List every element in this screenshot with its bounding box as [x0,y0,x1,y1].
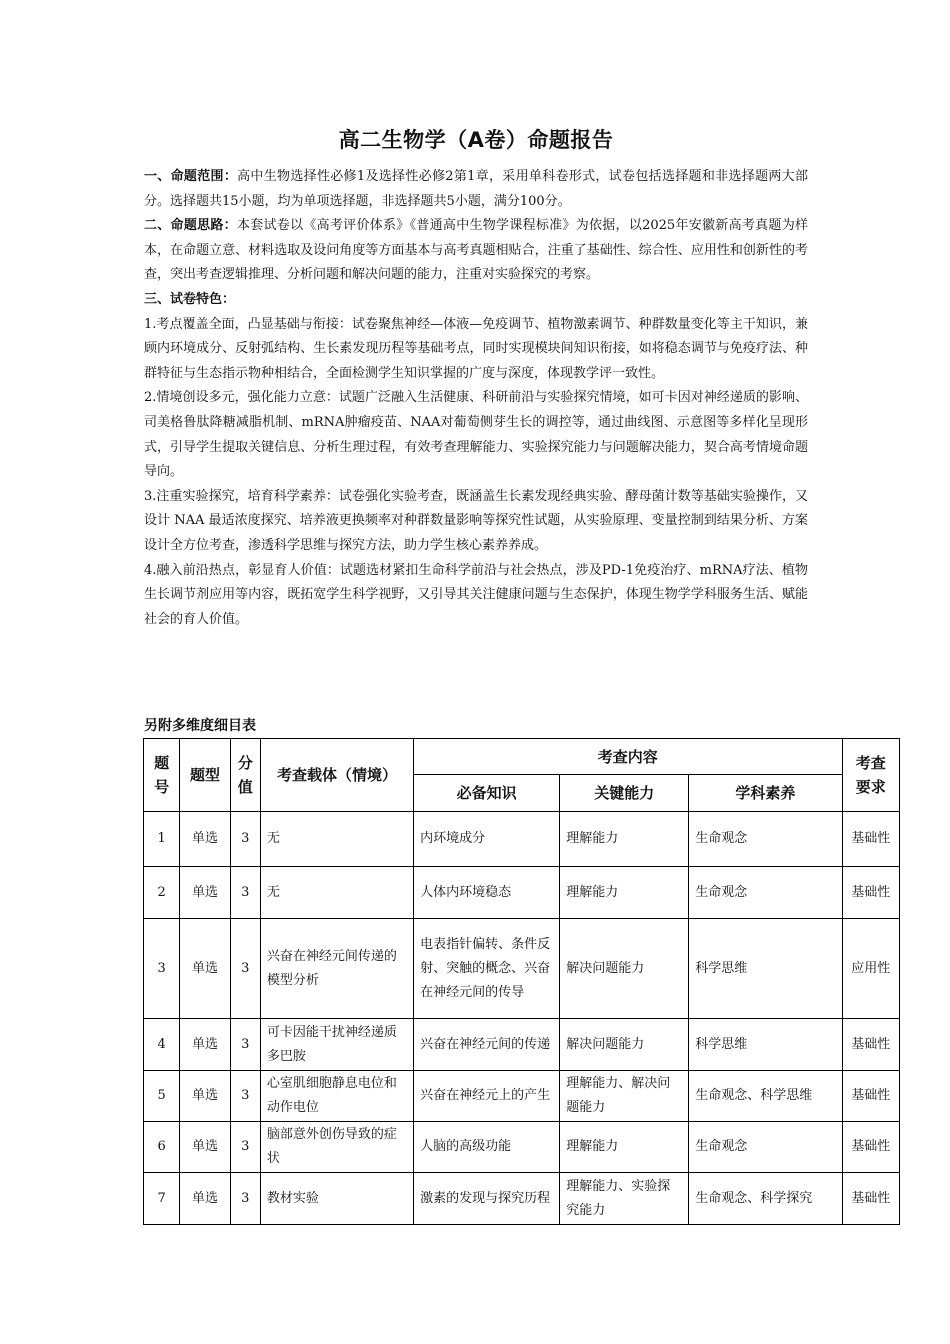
cell-literacy: 科学思维 [689,919,842,1019]
cell-num: 2 [144,867,180,919]
header-num: 题号 [144,739,180,812]
cell-context: 无 [260,867,413,919]
feature-3: 3.注重实验探究，培育科学素养：试卷强化实验考查，既涵盖生长素发现经典实验、酵母菌计数等基础实验操作，又设计 NAA 最适浓度探究、培养液更换频率对种群数量影响等探究性试题，从实验原理、变量控制到结果分析、方案设计全方位考查，渗透科学思维与探究方法，助力学生核心素养养成。 [144,488,808,553]
scope-text: 高中生物选择性必修1及选择性必修2第1章，采用单科卷形式，试卷包括选择题和非选择题两大部分。选择题共15小题，均为单项选择题，非选择题共5小题，满分100分。 [144,169,808,209]
cell-score: 3 [230,1071,260,1122]
scope-paragraph [144,165,808,214]
cell-requirement: 基础性 [842,1173,900,1225]
cell-ability: 理解能力 [560,812,689,867]
cell-requirement: 基础性 [842,1122,900,1173]
cell-ability: 理解能力 [560,1122,689,1173]
cell-requirement: 基础性 [842,812,900,867]
cell-type: 单选 [180,1071,230,1122]
cell-type: 单选 [180,1173,230,1225]
table-row [144,812,900,867]
cell-literacy: 生命观念、科学思维 [689,1071,842,1122]
cell-num: 6 [144,1122,180,1173]
cell-score: 3 [230,1122,260,1173]
cell-ability: 解决问题能力 [560,919,689,1019]
cell-knowledge: 人脑的高级功能 [414,1122,560,1173]
feature-1: 1.考点覆盖全面，凸显基础与衔接：试卷聚焦神经—体液—免疫调节、植物激素调节、种群数量变化等主干知识，兼顾内环境成分、反射弧结构、生长素发现历程等基础考点，同时实现模块间知识衔接，如将稳态调节与免疫疗法、种群特征与生态指示物种相结合，全面检测学生知识掌握的广度与深度，体现教学评一致性。 [144,316,808,381]
cell-score: 3 [230,867,260,919]
header-requirement: 考查要求 [842,739,900,812]
cell-requirement: 应用性 [842,919,900,1019]
header-score: 分值 [230,739,260,812]
cell-knowledge: 内环境成分 [414,812,560,867]
cell-ability: 理解能力 [560,867,689,919]
cell-num: 5 [144,1071,180,1122]
cell-knowledge: 兴奋在神经元上的产生 [414,1071,560,1122]
cell-literacy: 生命观念 [689,867,842,919]
cell-knowledge: 兴奋在神经元间的传递 [414,1019,560,1071]
header-context: 考查载体（情境） [260,739,413,812]
cell-knowledge: 电表指针偏转、条件反射、突触的概念、兴奋在神经元间的传导 [414,919,560,1019]
header-content: 考查内容 [414,739,842,775]
header-knowledge: 必备知识 [414,775,560,812]
cell-requirement: 基础性 [842,867,900,919]
cell-requirement: 基础性 [842,1071,900,1122]
cell-ability: 解决问题能力 [560,1019,689,1071]
table-row [144,1173,900,1225]
cell-num: 4 [144,1019,180,1071]
table-row [144,1019,900,1071]
header-literacy: 学科素养 [689,775,842,812]
specification-table [143,738,900,1225]
table-row [144,919,900,1019]
scope-label: 一、命题范围： [144,169,238,184]
feature-2: 2.情境创设多元，强化能力立意：试题广泛融入生活健康、科研前沿与实验探究情境，如可卡因对神经递质的影响、司美格鲁肽降糖减脂机制、mRNA肿瘤疫苗、NAA对葡萄侧芽生长的调控等，通过曲线图、示意图等多样化呈现形式，引导学生提取关键信息、分析生理过程，有效考查理解能力、实验探究能力与问题解决能力，契合高考情境命题导向。 [144,390,808,480]
cell-requirement: 基础性 [842,1019,900,1071]
cell-literacy: 科学思维 [689,1019,842,1071]
idea-label: 二、命题思路： [144,218,237,234]
cell-num: 3 [144,919,180,1019]
cell-ability: 理解能力、解决问题能力 [560,1071,689,1122]
table-row [144,867,900,919]
cell-context: 可卡因能干扰神经递质多巴胺 [260,1019,413,1071]
table-caption: 另附多维度细目表 [144,718,256,734]
header-ability: 关键能力 [560,775,689,812]
cell-context: 无 [260,812,413,867]
cell-knowledge: 激素的发现与探究历程 [414,1173,560,1225]
cell-ability: 理解能力、实验探究能力 [560,1173,689,1225]
cell-literacy: 生命观念 [689,1122,842,1173]
header-type: 题型 [180,739,230,812]
cell-type: 单选 [180,1019,230,1071]
cell-score: 3 [230,812,260,867]
features-heading [144,288,808,313]
cell-type: 单选 [180,867,230,919]
cell-score: 3 [230,1173,260,1225]
idea-paragraph [144,214,808,288]
table-row [144,1071,900,1122]
cell-num: 1 [144,812,180,867]
cell-score: 3 [230,1019,260,1071]
page-title: 高二生物学（A卷）命题报告 [338,128,614,152]
cell-knowledge: 人体内环境稳态 [414,867,560,919]
idea-text: 本套试卷以《高考评价体系》《普通高中生物学课程标准》为依据，以2025年安徽新高考真题为样本，在命题立意、材料选取及设问角度等方面基本与高考真题相贴合，注重了基础性、综合性、应用性和创新性的考查，突出考查逻辑推理、分析问题和解决问题的能力，注重对实验探究的考察。 [144,218,808,283]
features-label: 三、试卷特色： [144,291,236,307]
cell-context: 兴奋在神经元间传递的模型分析 [260,919,413,1019]
cell-type: 单选 [180,812,230,867]
cell-context: 脑部意外创伤导致的症状 [260,1122,413,1173]
report-body [144,165,808,632]
cell-score: 3 [230,919,260,1019]
cell-type: 单选 [180,919,230,1019]
cell-context: 教材实验 [260,1173,413,1225]
cell-context: 心室肌细胞静息电位和动作电位 [260,1071,413,1122]
cell-literacy: 生命观念、科学探究 [689,1173,842,1225]
cell-type: 单选 [180,1122,230,1173]
table-row [144,1122,900,1173]
cell-num: 7 [144,1173,180,1225]
feature-4: 4.融入前沿热点，彰显育人价值：试题选材紧扣生命科学前沿与社会热点，涉及PD-1免疫治疗、mRNA疗法、植物生长调节剂应用等内容，既拓宽学生科学视野，又引导其关注健康问题与生态保护，体现生物学学科服务生活、赋能社会的育人价值。 [144,562,808,627]
cell-literacy: 生命观念 [689,812,842,867]
